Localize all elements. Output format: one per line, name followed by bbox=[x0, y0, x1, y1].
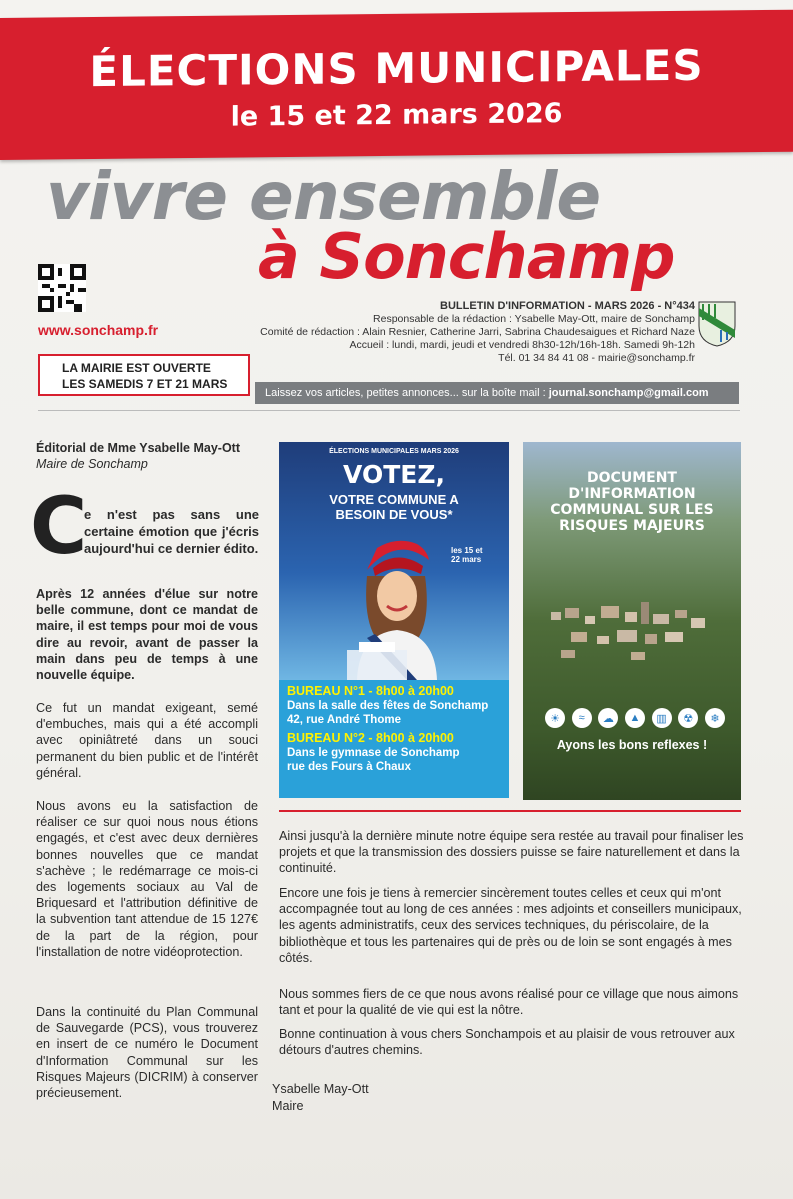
editorial-paragraph-4: Dans la continuité du Plan Communal de Sauvegarde (PCS), vous trouverez en insert de ce numéro le Document d'Information Communal sur les Risques Majeurs (DICRIM) à conserver précieusement. bbox=[36, 1005, 258, 1101]
town-crest-icon bbox=[697, 300, 737, 348]
risk-icons bbox=[545, 708, 725, 728]
bureau1-line2: 42, rue André Thome bbox=[287, 714, 401, 726]
mail-bar-text: Laissez vos articles, petites annonces... sur la boîte mail : bbox=[265, 387, 549, 399]
dicrim-tagline: Ayons les bons reflexes ! bbox=[556, 738, 708, 752]
sun-icon: ☀ bbox=[545, 708, 565, 728]
vote-poster-sub2: BESOIN DE VOUS* bbox=[335, 507, 453, 522]
bureau1-line1: Dans la salle des fêtes de Sonchamp bbox=[287, 700, 489, 712]
vote-poster-headline: VOTEZ, bbox=[343, 460, 445, 489]
storm-icon: ☁ bbox=[598, 708, 618, 728]
bureau2-line1: Dans le gymnase de Sonchamp bbox=[287, 747, 460, 759]
masthead-line1: vivre ensemble bbox=[46, 158, 601, 235]
bulletin-editor: Responsable de la rédaction : Ysabelle May-Ott, maire de Sonchamp bbox=[373, 313, 695, 325]
fire-icon: ▲ bbox=[625, 708, 645, 728]
editorial-paragraph-3: Nous avons eu la satisfaction de réaliser ce sur quoi nous nous étions engagés, et c'est avec deux dernières bonnes nouvelles que ce mandat s'achève ; le redémarrage ce mois-ci des logements sociaux au Val de Briquesard et l'attribution définitive de la subvention tant attendue de 15 127€ de la part de la région, pour l'installation de notre vidéoprotection. bbox=[36, 799, 258, 959]
vote-poster bbox=[279, 442, 509, 798]
nuclear-icon: ☢ bbox=[678, 708, 698, 728]
editorial-right-paragraph-1: Ainsi jusqu'à la dernière minute notre équipe sera restée au travail pour finaliser les projets et que la transmission des dossiers puisse se faire naturellement et dans la continuité. bbox=[279, 829, 744, 876]
signature bbox=[272, 1081, 369, 1115]
banner-title: ÉLECTIONS MUNICIPALES bbox=[89, 40, 704, 97]
mairie-open-line1: LA MAIRIE EST OUVERTE bbox=[62, 361, 211, 375]
voter-illustration-icon bbox=[337, 530, 457, 680]
vote-poster-bureaus bbox=[279, 680, 509, 798]
mairie-open-line2: LES SAMEDIS 7 ET 21 MARS bbox=[62, 377, 228, 391]
editorial-subtitle: Maire de Sonchamp bbox=[36, 457, 148, 471]
dicrim-poster-title bbox=[523, 470, 741, 534]
website-link[interactable]: www.sonchamp.fr bbox=[38, 322, 159, 338]
editorial-paragraph-1: Après 12 années d'élue sur notre belle commune, dont ce mandat de maire, il est temps pour moi de vous dire au revoir, avant de passer la main dans peu de temps à une nouvelle équipe. bbox=[36, 587, 258, 683]
signature-name: Ysabelle May-Ott bbox=[272, 1082, 369, 1096]
bureau1-title: BUREAU N°1 - 8h00 à 20h00 bbox=[287, 684, 454, 698]
dicrim-poster bbox=[523, 442, 741, 800]
election-banner bbox=[0, 10, 793, 160]
signature-role: Maire bbox=[272, 1099, 304, 1113]
vote-poster-dates2: 22 mars bbox=[451, 555, 482, 564]
mairie-open-box bbox=[38, 354, 250, 396]
banner-subtitle: le 15 et 22 mars 2026 bbox=[230, 98, 563, 133]
editorial-intro: e n'est pas sans une certaine émotion que j'écris aujourd'hui ce dernier édito. bbox=[84, 507, 259, 556]
bulletin-contact: Tél. 01 34 84 41 08 - mairie@sonchamp.fr bbox=[498, 352, 695, 364]
editorial-paragraph-2: Ce fut un mandat exigeant, semé d'embuches, mais qui a été accompli avec opiniâtreté dans un souci permanent du bien public et de l'intérêt général. bbox=[36, 701, 258, 780]
snow-icon: ❄ bbox=[705, 708, 725, 728]
bureau2-line2: rue des Fours à Chaux bbox=[287, 761, 411, 773]
editorial-right-paragraph-2: Encore une fois je tiens à remercier sincèrement toutes celles et ceux qui m'ont accompagnée tout au long de ces années : mes adjoints et conseillers municipaux, les agents administratifs, ceux des services techniques, du périscolaire, de la bibliothèque et tous les partenaires qui de près ou de loin se sont engagés à mes côtés. bbox=[279, 886, 742, 965]
qr-code-icon[interactable] bbox=[38, 264, 86, 312]
vote-poster-sub1: VOTRE COMMUNE A bbox=[329, 492, 459, 507]
dicrim-title1: DOCUMENT D'INFORMATION bbox=[568, 470, 696, 502]
editorial-right-paragraph-3: Nous sommes fiers de ce que nous avons réalisé pour ce village que nous aimons tant et pour la qualité de vie qui est la nôtre. bbox=[279, 987, 739, 1018]
bulletin-info bbox=[175, 300, 695, 365]
village-aerial-icon bbox=[541, 592, 721, 672]
vote-poster-dates1: les 15 et bbox=[451, 546, 483, 555]
bulletin-title: BULLETIN D'INFORMATION - MARS 2026 - N°434 bbox=[440, 300, 695, 312]
drop-cap: C bbox=[30, 482, 88, 572]
vote-poster-tag: ÉLECTIONS MUNICIPALES MARS 2026 bbox=[329, 448, 459, 455]
section-divider bbox=[279, 810, 741, 812]
industry-icon: ▥ bbox=[652, 708, 672, 728]
editorial-right-paragraph-4: Bonne continuation à vous chers Sonchampois et au plaisir de vous retrouver aux détours d'autres chemins. bbox=[279, 1027, 735, 1058]
vote-poster-sub bbox=[279, 492, 509, 522]
dicrim-title2: COMMUNAL SUR LES bbox=[550, 502, 714, 518]
editorial-heading bbox=[36, 440, 240, 472]
editorial-title: Éditorial de Mme Ysabelle May-Ott bbox=[36, 441, 240, 455]
dicrim-title3: RISQUES MAJEURS bbox=[559, 518, 705, 534]
bulletin-committee: Comité de rédaction : Alain Resnier, Catherine Jarri, Sabrina Chaudesaigues et Richard Naze bbox=[260, 326, 695, 338]
bulletin-hours: Accueil : lundi, mardi, jeudi et vendredi 8h30-12h/16h-18h. Samedi 9h-12h bbox=[349, 339, 695, 351]
header-divider bbox=[38, 410, 740, 411]
masthead-line2: à Sonchamp bbox=[258, 220, 675, 293]
mail-bar-email[interactable]: journal.sonchamp@gmail.com bbox=[548, 387, 709, 399]
bureau2-title: BUREAU N°2 - 8h00 à 20h00 bbox=[287, 731, 454, 745]
mail-bar bbox=[255, 382, 739, 404]
flood-icon: ≈ bbox=[572, 708, 592, 728]
